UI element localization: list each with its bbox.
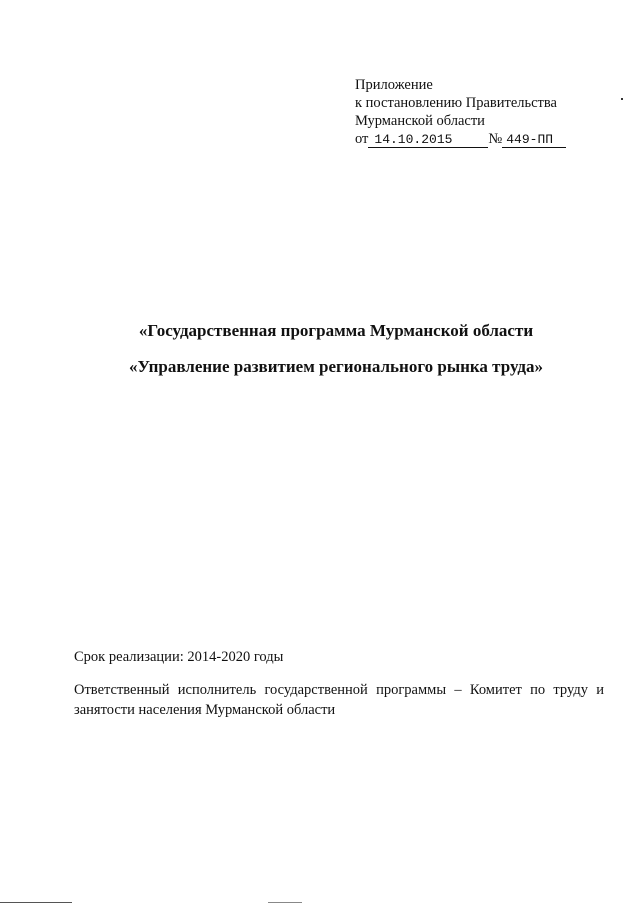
resolution-label: к постановлению Правительства bbox=[355, 95, 557, 111]
footer-rule-center bbox=[268, 902, 302, 903]
appendix-label: Приложение bbox=[355, 77, 433, 93]
scan-mark bbox=[621, 98, 623, 100]
date-number-line bbox=[355, 130, 625, 148]
number-sign: № bbox=[488, 131, 503, 147]
implementation-term: Срок реализации: 2014-2020 годы bbox=[74, 649, 284, 665]
region-label: Мурманской области bbox=[355, 113, 485, 129]
program-title-line-2: «Управление развитием регионального рынка труда» bbox=[129, 357, 543, 376]
from-label: от bbox=[355, 131, 369, 147]
program-title-line-1: «Государственная программа Мурманской области bbox=[138, 321, 534, 340]
responsible-executor: Ответственный исполнитель государственной программы – Комитет по труду и занятости населения Мурманской области bbox=[74, 682, 604, 718]
approval-block bbox=[355, 76, 625, 148]
footer-rule-left bbox=[0, 902, 72, 903]
resolution-date: 14.10.2015 bbox=[368, 132, 488, 148]
resolution-number: 449-ПП bbox=[502, 132, 566, 148]
